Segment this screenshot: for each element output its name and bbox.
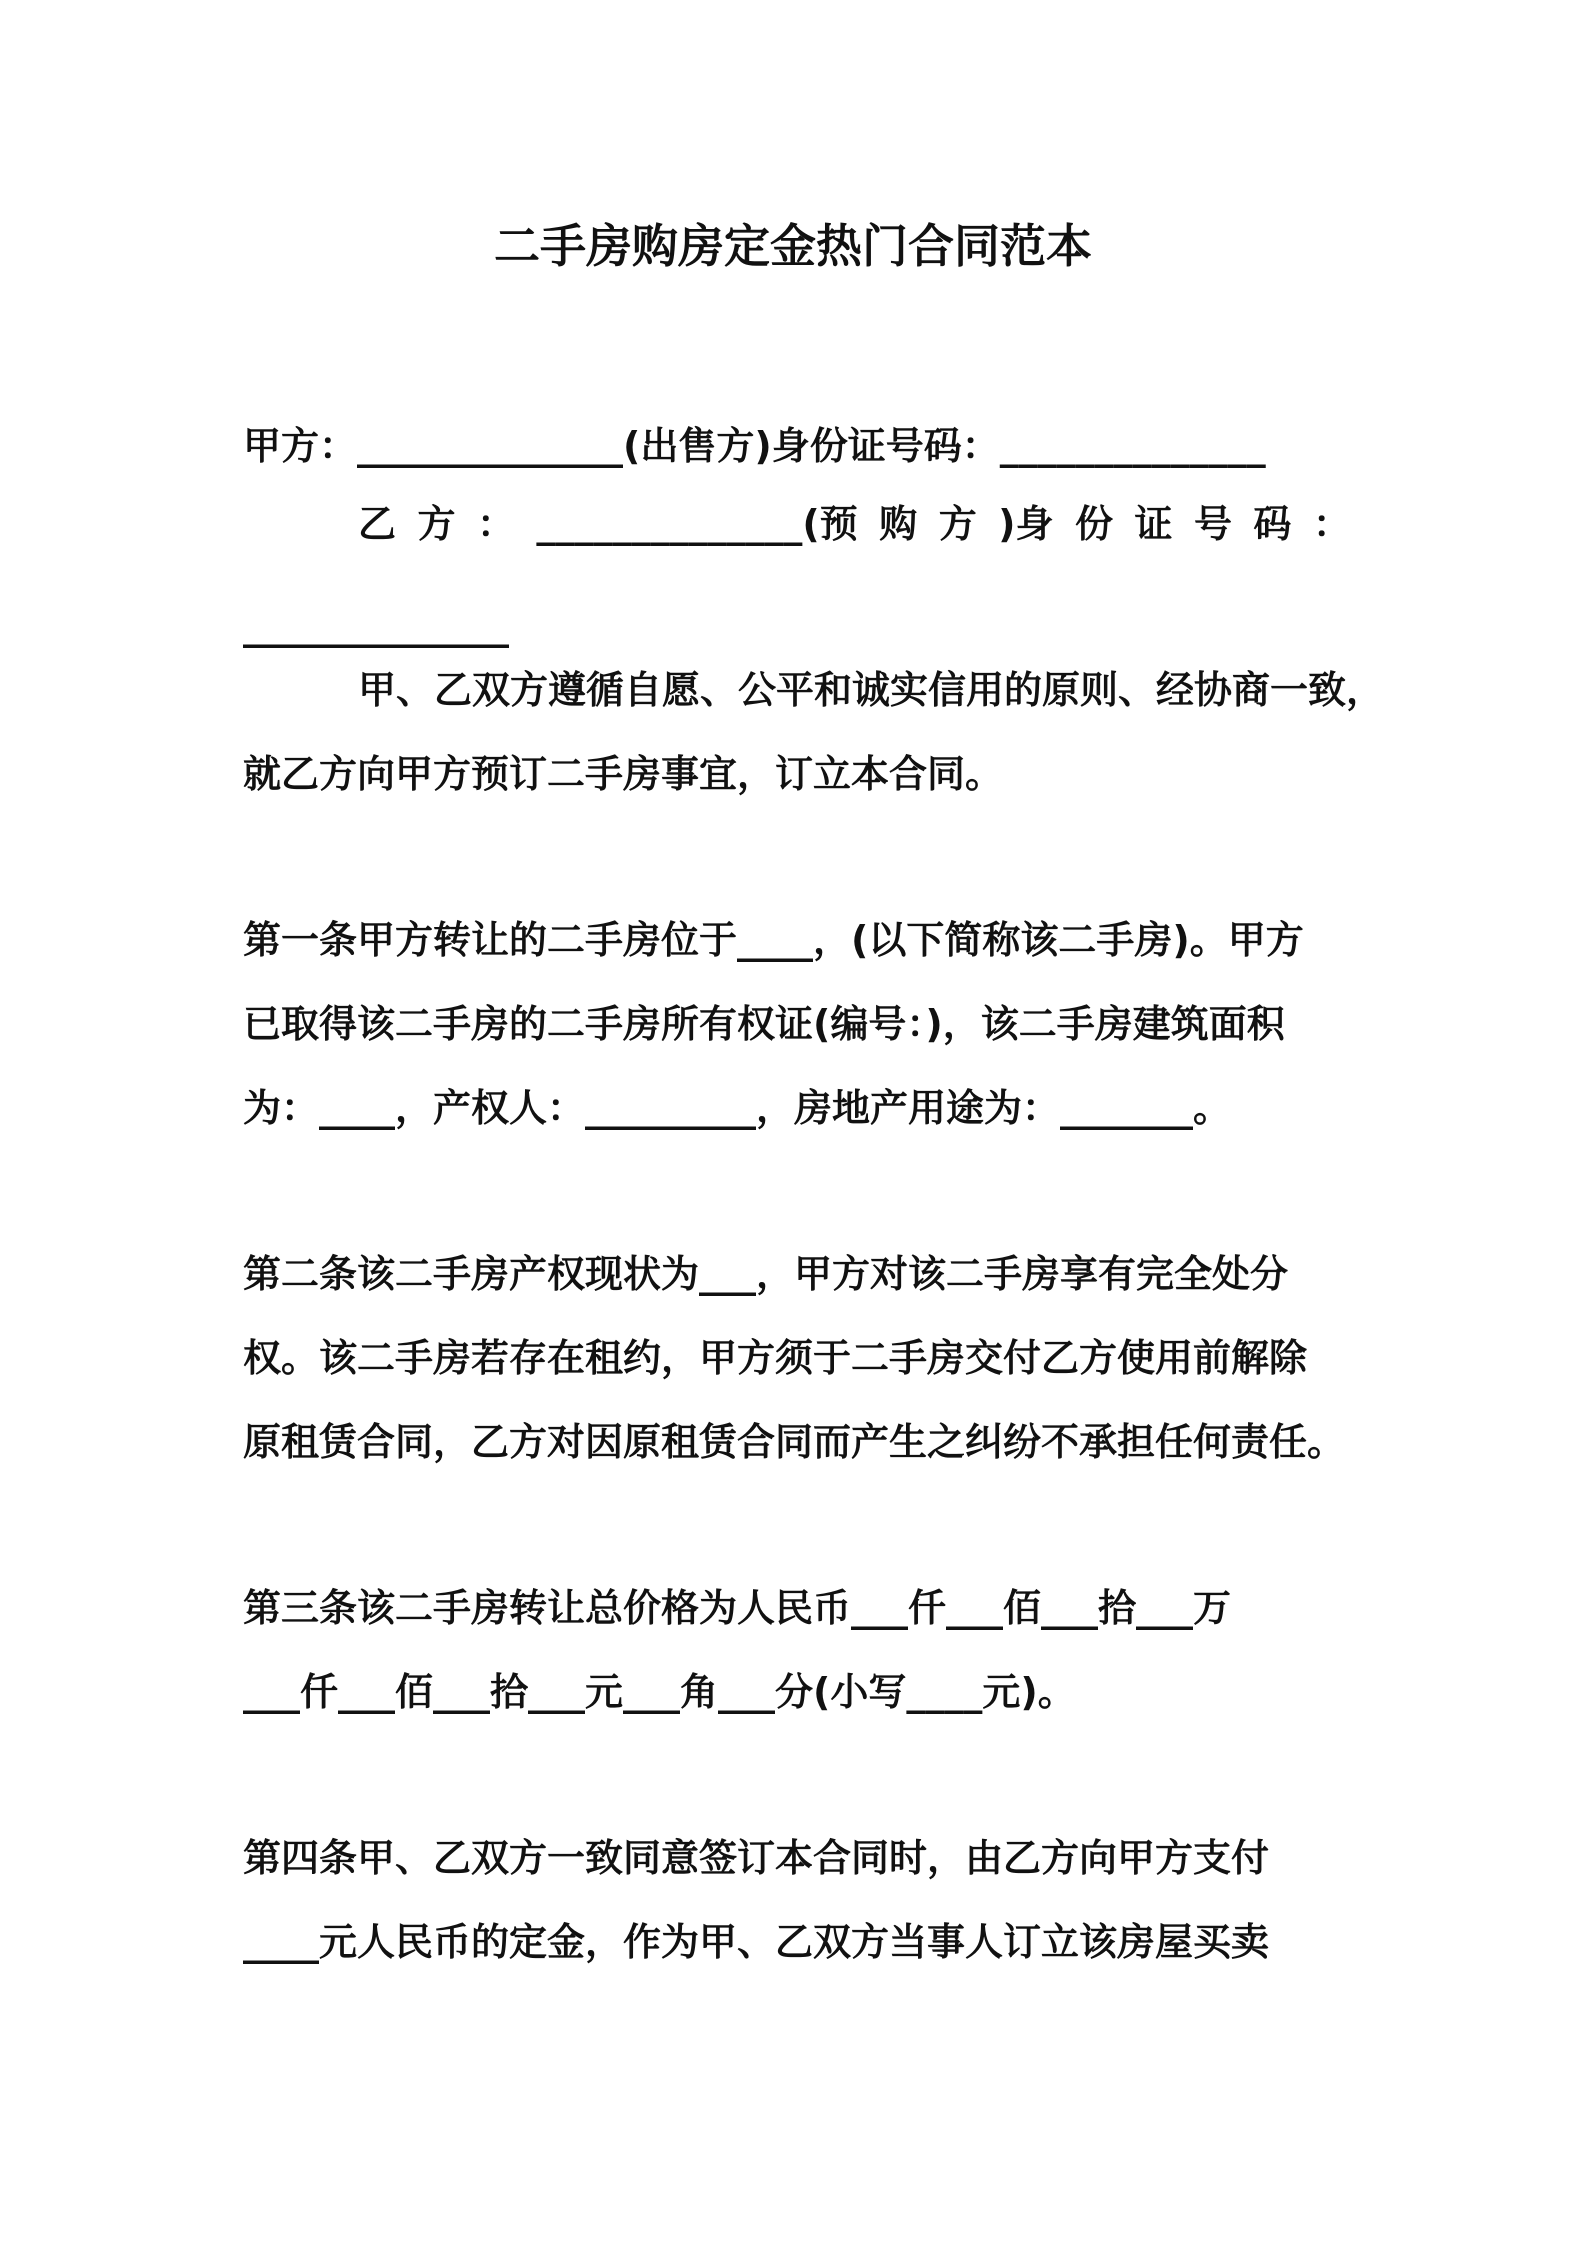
party-b-char: 购 xyxy=(879,502,918,546)
article-4-line: 第四条甲、乙双方一致同意签订本合同时，由乙方向甲方支付 xyxy=(243,1836,1270,1880)
preamble-line: 就乙方向甲方预订二手房事宜，订立本合同。 xyxy=(243,752,1004,796)
party-b-char: )身 xyxy=(998,502,1054,546)
party-b-char: ： xyxy=(1312,502,1351,546)
article-2-line: 权。该二手房若存在租约，甲方须于二手房交付乙方使用前解除 xyxy=(243,1336,1308,1380)
article-2-line: 第二条该二手房产权现状为___，甲方对该二手房享有完全处分 xyxy=(243,1252,1289,1296)
party-b-line xyxy=(358,496,1351,552)
party-b-char: 方 xyxy=(938,502,977,546)
article-2-line: 原租赁合同，乙方对因原租赁合同而产生之纠纷不承担任何责任。 xyxy=(243,1420,1346,1464)
article-3-line: 第三条该二手房转让总价格为人民币___仟___佰___拾___万 xyxy=(243,1586,1232,1630)
party-b-char: ______________(预 xyxy=(536,502,858,546)
preamble-line: 甲、乙双方遵循自愿、公平和诚实信用的原则、经协商一致， xyxy=(358,668,1385,712)
party-b-char: 乙 xyxy=(358,502,397,546)
document-title: 二手房购房定金热门合同范本 xyxy=(494,219,1092,273)
party-b-char: 份 xyxy=(1075,502,1114,546)
party-a-line: 甲方：______________(出售方)身份证号码：______________ xyxy=(243,424,1266,468)
article-4-line: ____元人民币的定金，作为甲、乙双方当事人订立该房屋买卖 xyxy=(243,1920,1270,1964)
article-3-line: ___仟___佰___拾___元___角___分(小写____元)。 xyxy=(243,1670,1076,1714)
article-1-line: 已取得该二手房的二手房所有权证(编号：)，该二手房建筑面积 xyxy=(243,1002,1285,1046)
party-b-char: ： xyxy=(476,502,515,546)
article-1-line: 为：____，产权人：_________，房地产用途为：_______。 xyxy=(243,1086,1232,1130)
party-b-char: 号 xyxy=(1193,502,1232,546)
party-b-char: 码 xyxy=(1253,502,1292,546)
party-b-char: 证 xyxy=(1134,502,1173,546)
party-b-char: 方 xyxy=(417,502,456,546)
party-b-continuation: ______________ xyxy=(243,604,509,648)
article-1-line: 第一条甲方转让的二手房位于____，(以下简称该二手房)。甲方 xyxy=(243,918,1304,962)
